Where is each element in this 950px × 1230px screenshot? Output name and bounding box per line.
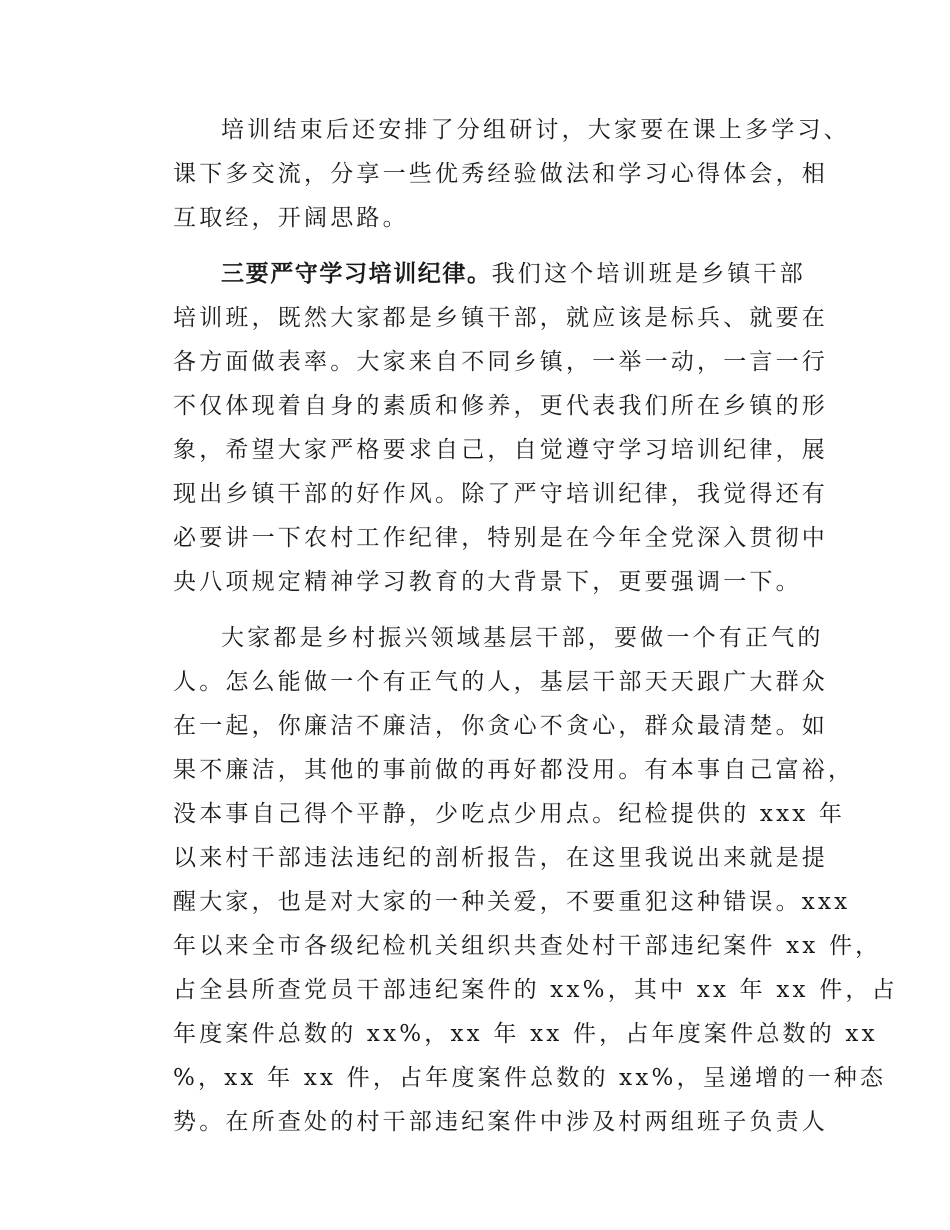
paragraph-2-line-4: 不仅体现着自身的素质和修养，更代表我们所在乡镇的形 bbox=[173, 393, 828, 419]
paragraph-2-line-8: 央八项规定精神学习教育的大背景下，更要强调一下。 bbox=[173, 569, 802, 595]
paragraph-3-line-5: 没本事自己得个平静，少吃点少用点。纪检提供的 xxx 年 bbox=[173, 801, 846, 827]
paragraph-3-line-6: 以来村干部违法违纪的剖析报告，在这里我说出来就是提 bbox=[173, 845, 828, 871]
paragraph-3-line-2: 人。怎么能做一个有正气的人，基层干部天天跟广大群众 bbox=[173, 669, 828, 695]
paragraph-3-line-9: 占全县所查党员干部违纪案件的 xx%，其中 xx 年 xx 件，占 bbox=[173, 977, 898, 1003]
paragraph-2-line-6: 现出乡镇干部的好作风。除了严守培训纪律，我觉得还有 bbox=[173, 481, 828, 507]
paragraph-2-heading: 三要严守学习培训纪律。 bbox=[221, 261, 492, 287]
paragraph-3-line-10: 年度案件总数的 xx%，xx 年 xx 件，占年度案件总数的 xx bbox=[173, 1021, 878, 1047]
paragraph-3-line-8: 年以来全市各级纪检机关组织共查处村干部违纪案件 xx 件， bbox=[173, 933, 882, 959]
paragraph-3-line-4: 果不廉洁，其他的事前做的再好都没用。有本事自己富裕， bbox=[173, 757, 855, 783]
paragraph-1-line-2: 课下多交流，分享一些优秀经验做法和学习心得体会，相 bbox=[173, 161, 828, 187]
paragraph-3-line-1: 大家都是乡村振兴领域基层干部，要做一个有正气的 bbox=[221, 625, 824, 651]
paragraph-2-line-3: 各方面做表率。大家来自不同乡镇，一举一动，一言一行 bbox=[173, 349, 828, 375]
paragraph-3-line-3: 在一起，你廉洁不廉洁，你贪心不贪心，群众最清楚。如 bbox=[173, 713, 828, 739]
paragraph-2-first-line-rest: 我们这个培训班是乡镇干部 bbox=[491, 261, 807, 287]
paragraph-1-line-1: 培训结束后还安排了分组研讨，大家要在课上多学习、 bbox=[221, 117, 850, 143]
paragraph-3-line-7: 醒大家，也是对大家的一种关爱，不要重犯这种错误。xxx bbox=[173, 889, 851, 915]
paragraph-3-line-11: %，xx 年 xx 件，占年度案件总数的 xx%，呈递增的一种态 bbox=[173, 1065, 887, 1091]
paragraph-2-line-7: 必要讲一下农村工作纪律，特别是在今年全党深入贯彻中 bbox=[173, 525, 828, 551]
paragraph-2-line-2: 培训班，既然大家都是乡镇干部，就应该是标兵、就要在 bbox=[173, 305, 828, 331]
paragraph-1-line-3: 互取经，开阔思路。 bbox=[173, 205, 409, 231]
paragraph-2-line-5: 象，希望大家严格要求自己，自觉遵守学习培训纪律，展 bbox=[173, 437, 828, 463]
paragraph-2-line-1 bbox=[221, 252, 881, 296]
paragraph-3-line-12: 势。在所查处的村干部违纪案件中涉及村两组班子负责人 bbox=[173, 1109, 828, 1135]
